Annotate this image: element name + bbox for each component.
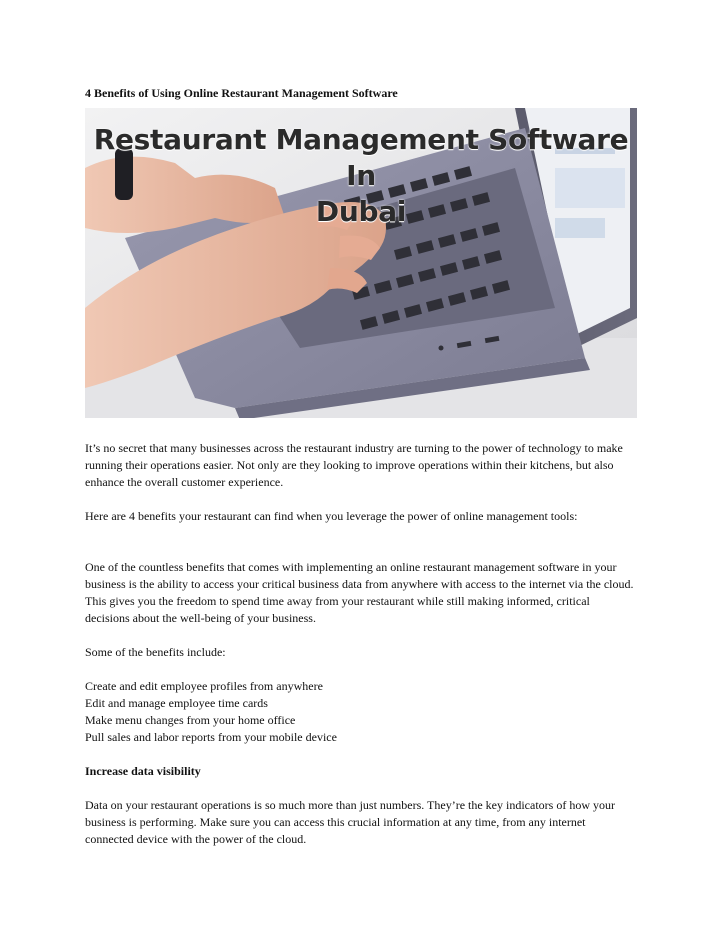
hero-caption [85,122,637,230]
hero-image [85,108,637,418]
list-item: Edit and manage employee time cards [85,696,268,710]
document-title: 4 Benefits of Using Online Restaurant Management Software [85,86,398,100]
hero-caption-line-2: Dubai [315,195,407,228]
benefits-list [85,678,637,746]
list-item: Create and edit employee profiles from anywhere [85,679,323,693]
paragraph-data-visibility: Data on your restaurant operations is so much more than just numbers. They’re the key indicators of how your business is performing. Make sure you can access this crucial information at any time, from any internet connected device with the power of the cloud. [85,798,615,846]
document-body [85,440,637,848]
paragraph-intro: It’s no secret that many businesses across the restaurant industry are turning to the power of technology to make running their operations easier. Not only are they looking to improve operations within their kitchens, but also enhance the overall customer experience. [85,441,623,489]
list-item: Make menu changes from your home office [85,713,296,727]
paragraph-cloud-access: One of the countless benefits that comes with implementing an online restaurant management software in your business is the ability to access your critical business data from anywhere with access to the internet via the cloud. This gives you the freedom to spend time away from your restaurant while still making informed, critical decisions about the well-being of your business. [85,560,634,625]
heading-data-visibility: Increase data visibility [85,764,201,778]
list-item: Pull sales and labor reports from your mobile device [85,730,337,744]
document-page [85,86,637,865]
paragraph-benefits-intro: Some of the benefits include: [85,645,226,659]
hero-caption-line-1: Restaurant Management Software In [93,123,629,192]
paragraph-lead-in: Here are 4 benefits your restaurant can find when you leverage the power of online management tools: [85,509,578,523]
